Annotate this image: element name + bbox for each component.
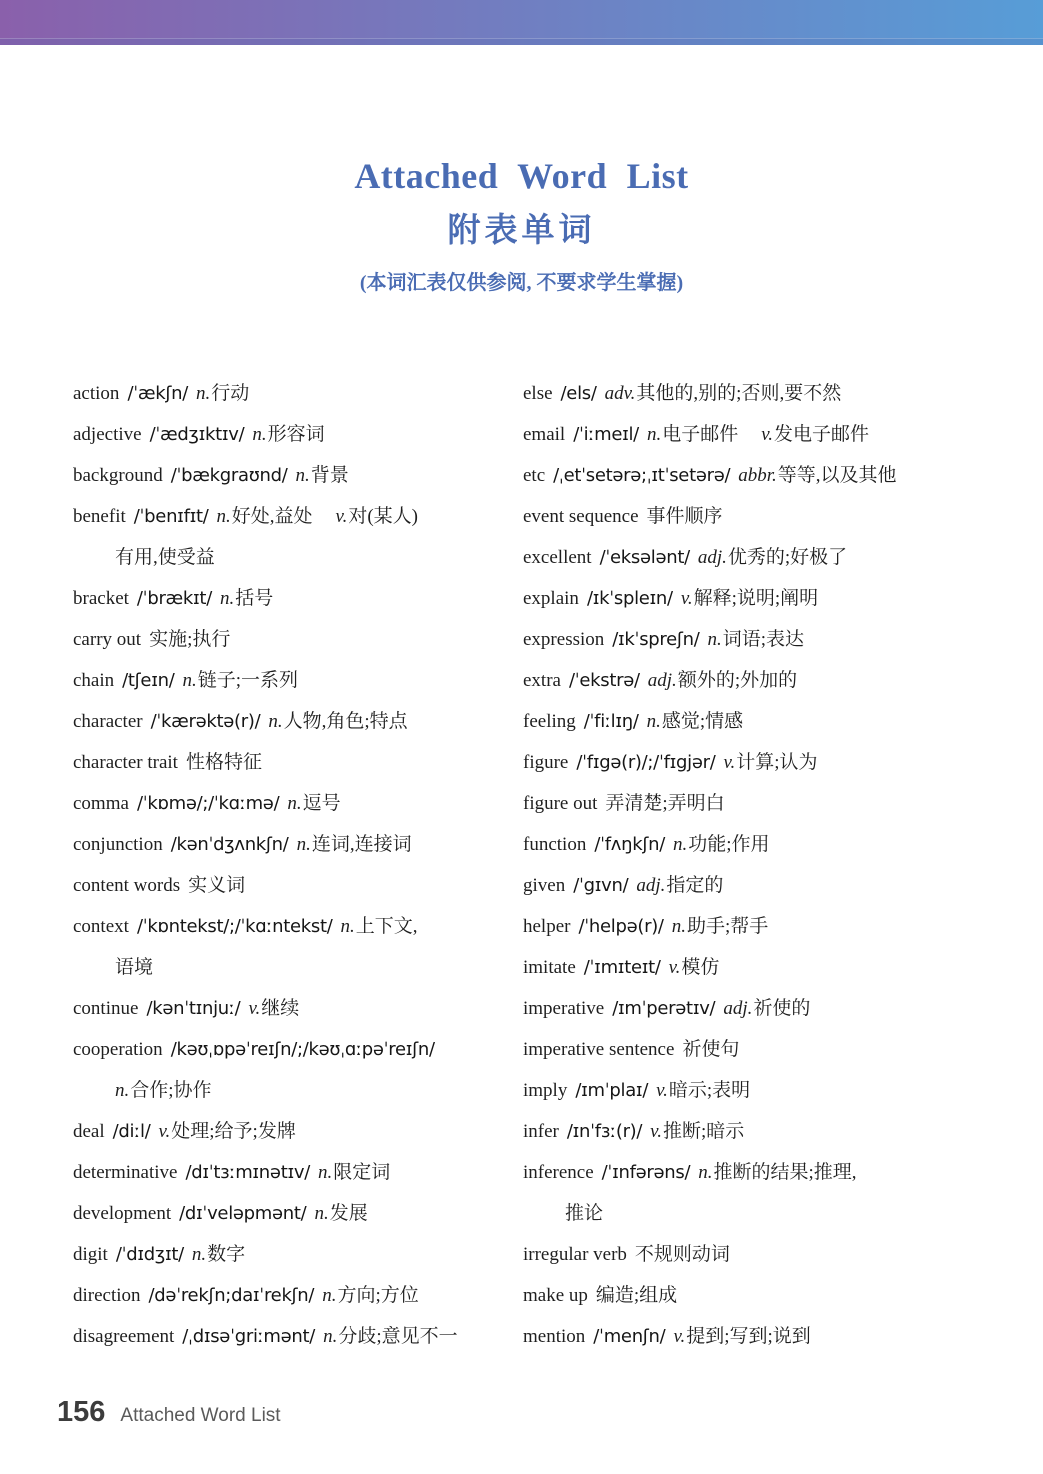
entry-line <box>523 1152 993 1193</box>
entry-word: disagreement <box>73 1325 175 1347</box>
entry-meaning: 行动 <box>211 382 250 404</box>
entry-meaning: 模仿 <box>681 956 720 978</box>
word-entry <box>523 865 993 906</box>
entry-meaning: 功能;作用 <box>688 833 770 855</box>
word-entry <box>523 988 993 1029</box>
entry-meaning: 编造;组成 <box>595 1284 678 1306</box>
word-entry <box>523 537 993 578</box>
entry-line <box>73 1193 523 1234</box>
entry-phonetic: /ˌetˈsetərə;ˌɪtˈsetərə/ <box>553 464 731 486</box>
word-entry <box>73 824 523 865</box>
entry-pos: v. <box>656 1079 668 1101</box>
word-entry <box>73 1152 523 1193</box>
entry-word: development <box>73 1202 172 1224</box>
entry-line <box>73 783 523 824</box>
word-entry <box>73 906 523 988</box>
entry-pos: n. <box>671 915 686 937</box>
entry-pos: n. <box>323 1325 338 1347</box>
entry-phonetic: /diːl/ <box>112 1120 151 1142</box>
word-entry <box>523 1111 993 1152</box>
word-list-column-right <box>523 373 993 1357</box>
word-entry <box>73 865 523 906</box>
entry-phonetic: /dɪˈtɜːmɪnətɪv/ <box>185 1161 310 1183</box>
entry-meaning: 解释;说明;阐明 <box>693 587 819 609</box>
entry-word: imperative <box>523 997 605 1019</box>
entry-line <box>73 906 523 947</box>
entry-meaning: 词语;表达 <box>722 628 805 650</box>
entry-word: continue <box>73 997 139 1019</box>
entry-phonetic: /ˈkærəktə(r)/ <box>150 710 261 732</box>
word-entry <box>73 619 523 660</box>
entry-phonetic: /ˈhelpə(r)/ <box>578 915 664 937</box>
entry-meaning: 指定的 <box>666 874 724 896</box>
word-entry <box>73 1234 523 1275</box>
word-entry <box>523 578 993 619</box>
entry-continuation-line <box>73 537 523 578</box>
entry-pos: n. <box>698 1161 713 1183</box>
entry-pos: v. <box>761 423 773 445</box>
page-footer <box>57 1396 281 1429</box>
entry-phonetic: /ˈfɪgə(r)/;/ˈfɪgjər/ <box>576 751 716 773</box>
entry-word: inference <box>523 1161 594 1183</box>
entry-line <box>73 455 523 496</box>
entry-phonetic: /ˈmenʃn/ <box>593 1325 666 1347</box>
word-entry <box>73 988 523 1029</box>
entry-meaning: 合作;协作 <box>130 1079 212 1101</box>
entry-line <box>73 988 523 1029</box>
entry-line <box>73 1316 523 1357</box>
entry-pos: n. <box>646 423 662 445</box>
entry-meaning: 括号 <box>235 587 274 609</box>
entry-word: mention <box>523 1325 586 1347</box>
entry-pos: v. <box>680 587 693 609</box>
entry-meaning: 助手;帮手 <box>686 915 769 937</box>
entry-phonetic: /ɪnˈfɜː(r)/ <box>566 1120 643 1142</box>
word-entry <box>73 455 523 496</box>
entry-line <box>73 496 523 537</box>
entry-line <box>523 701 993 742</box>
entry-pos: n. <box>296 833 311 855</box>
entry-word: make up <box>523 1284 588 1306</box>
entry-meaning: 方向;方位 <box>337 1284 419 1306</box>
entry-phonetic: /ˈfʌŋkʃn/ <box>594 833 665 855</box>
word-entry <box>73 578 523 619</box>
word-entry <box>523 373 993 414</box>
entry-pos: adj. <box>697 546 727 568</box>
entry-meaning: 人物,角色;特点 <box>283 710 408 732</box>
entry-pos: n. <box>268 710 283 732</box>
word-entry <box>523 1234 993 1275</box>
entry-pos: n. <box>295 464 310 486</box>
entry-phonetic: /ˈekstrə/ <box>568 669 640 691</box>
word-list <box>0 373 1043 1357</box>
entry-line <box>73 1275 523 1316</box>
entry-pos: n. <box>219 587 235 609</box>
entry-pos: n. <box>216 505 231 527</box>
entry-word: irregular verb <box>523 1243 627 1265</box>
entry-line <box>523 1275 993 1316</box>
entry-word: deal <box>73 1120 105 1142</box>
entry-continuation-line <box>73 947 523 988</box>
entry-phonetic: /ˌdɪsəˈgriːmənt/ <box>182 1325 316 1347</box>
word-entry <box>523 619 993 660</box>
entry-meaning: 推论 <box>565 1202 604 1224</box>
word-entry <box>73 1111 523 1152</box>
word-entry <box>523 824 993 865</box>
entry-phonetic: /ˈkɒmə/;/ˈkɑːmə/ <box>136 792 280 814</box>
word-entry <box>523 742 993 783</box>
entry-meaning: 链子;一系列 <box>197 669 298 691</box>
entry-pos: v. <box>668 956 681 978</box>
entry-phonetic: /kənˈtɪnjuː/ <box>146 997 241 1019</box>
entry-meaning: 实施;执行 <box>149 628 231 650</box>
entry-meaning: 暗示;表明 <box>668 1079 751 1101</box>
entry-word: given <box>523 874 566 896</box>
entry-phonetic: /ˈeksələnt/ <box>599 546 690 568</box>
word-entry <box>73 414 523 455</box>
entry-meaning: 发展 <box>329 1202 368 1224</box>
entry-phonetic: /ˈækʃn/ <box>127 382 188 404</box>
entry-line <box>523 660 993 701</box>
entry-meaning: 事件顺序 <box>646 505 723 527</box>
entry-phonetic: /ˈiːmeɪl/ <box>573 423 639 445</box>
entry-line <box>73 1029 523 1070</box>
entry-pos: adv. <box>604 382 636 404</box>
word-entry <box>523 455 993 496</box>
entry-meaning: 额外的;外加的 <box>677 669 798 691</box>
entry-pos: v. <box>158 1120 171 1142</box>
entry-continuation-line <box>73 1070 523 1111</box>
entry-word: chain <box>73 669 115 691</box>
entry-phonetic: /ˈbækgraʊnd/ <box>170 464 288 486</box>
entry-pos: n. <box>646 710 661 732</box>
entry-meaning: 限定词 <box>333 1161 391 1183</box>
word-entry <box>73 701 523 742</box>
entry-meaning: 好处,益处 <box>231 505 313 527</box>
entry-pos: adj. <box>647 669 677 691</box>
entry-phonetic: /dɪˈveləpmənt/ <box>179 1202 307 1224</box>
entry-word: benefit <box>73 505 126 527</box>
entry-meaning: 发电子邮件 <box>774 423 870 445</box>
entry-pos: n. <box>340 915 355 937</box>
word-entry <box>73 1316 523 1357</box>
entry-phonetic: /ɪmˈperətɪv/ <box>612 997 716 1019</box>
entry-phonetic: /ˈgɪvn/ <box>573 874 629 896</box>
word-entry <box>523 1316 993 1357</box>
entry-meaning: 祈使句 <box>682 1038 740 1060</box>
entry-word: email <box>523 423 566 445</box>
entry-meaning: 数字 <box>207 1243 246 1265</box>
word-entry <box>73 1029 523 1111</box>
entry-word: background <box>73 464 163 486</box>
word-entry <box>523 414 993 455</box>
entry-pos: v. <box>248 997 261 1019</box>
entry-word: helper <box>523 915 571 937</box>
entry-pos: n. <box>182 669 197 691</box>
entry-phonetic: /ɪkˈspreʃn/ <box>612 628 700 650</box>
footer-label: Attached Word List <box>120 1405 281 1426</box>
entry-meaning: 不规则动词 <box>634 1243 730 1265</box>
entry-word: cooperation <box>73 1038 163 1060</box>
entry-word: action <box>73 382 120 404</box>
entry-meaning: 形容词 <box>267 423 325 445</box>
entry-meaning: 语境 <box>115 956 154 978</box>
entry-word: infer <box>523 1120 559 1142</box>
word-entry <box>73 373 523 414</box>
entry-line <box>523 865 993 906</box>
entry-word: comma <box>73 792 129 814</box>
entry-meaning: 推断;暗示 <box>662 1120 745 1142</box>
word-entry <box>523 1029 993 1070</box>
entry-meaning: 推断的结果;推理, <box>713 1161 857 1183</box>
entry-phonetic: /ˈdɪdʒɪt/ <box>115 1243 184 1265</box>
entry-phonetic: /dəˈrekʃn;daɪˈrekʃn/ <box>148 1284 315 1306</box>
entry-line <box>523 742 993 783</box>
entry-meaning: 上下文, <box>355 915 418 937</box>
entry-pos: n. <box>287 792 302 814</box>
entry-line <box>523 1029 993 1070</box>
entry-pos: n. <box>317 1161 333 1183</box>
entry-word: adjective <box>73 423 142 445</box>
word-list-column-left <box>73 373 523 1357</box>
word-entry <box>523 660 993 701</box>
entry-meaning: 电子邮件 <box>662 423 739 445</box>
entry-word: extra <box>523 669 561 691</box>
word-entry <box>73 1275 523 1316</box>
entry-line <box>523 906 993 947</box>
entry-word: function <box>523 833 587 855</box>
entry-phonetic: /ˈɪmɪteɪt/ <box>583 956 661 978</box>
entry-meaning: 继续 <box>261 997 300 1019</box>
entry-pos: v. <box>335 505 348 527</box>
entry-word: explain <box>523 587 579 609</box>
entry-word: imperative sentence <box>523 1038 675 1060</box>
entry-meaning: 弄清楚;弄明白 <box>605 792 725 814</box>
entry-word: figure out <box>523 792 598 814</box>
entry-phonetic: /tʃeɪn/ <box>122 669 175 691</box>
entry-phonetic: /ɪkˈspleɪn/ <box>586 587 673 609</box>
entry-word: excellent <box>523 546 592 568</box>
entry-word: figure <box>523 751 569 773</box>
entry-line <box>523 947 993 988</box>
entry-pos: n. <box>115 1079 130 1101</box>
entry-word: context <box>73 915 129 937</box>
word-entry <box>73 660 523 701</box>
entry-pos: adj. <box>636 874 666 896</box>
entry-word: digit <box>73 1243 108 1265</box>
entry-meaning: 计算;认为 <box>736 751 818 773</box>
entry-word: conjunction <box>73 833 163 855</box>
entry-phonetic: /ˈkɒntekst/;/ˈkɑːntekst/ <box>136 915 333 937</box>
page-title-chinese: 附表单词 <box>447 212 596 249</box>
entry-line <box>523 988 993 1029</box>
entry-pos: n. <box>322 1284 337 1306</box>
entry-meaning: 连词,连接词 <box>311 833 412 855</box>
entry-phonetic: /kənˈdʒʌnkʃn/ <box>170 833 289 855</box>
entry-continuation-line <box>523 1193 993 1234</box>
entry-pos: n. <box>252 423 267 445</box>
word-entry <box>73 496 523 578</box>
word-entry <box>523 1070 993 1111</box>
entry-phonetic: /kəʊˌɒpəˈreɪʃn/;/kəʊˌɑːpəˈreɪʃn/ <box>170 1038 435 1060</box>
word-entry <box>523 1152 993 1234</box>
entry-pos: abbr. <box>738 464 777 486</box>
word-entry <box>523 947 993 988</box>
entry-word: direction <box>73 1284 141 1306</box>
word-entry <box>523 1275 993 1316</box>
word-entry <box>523 906 993 947</box>
entry-line <box>73 373 523 414</box>
entry-meaning: 分歧;意见不一 <box>338 1325 458 1347</box>
entry-line <box>523 455 993 496</box>
page-header <box>0 157 1043 297</box>
word-entry <box>73 783 523 824</box>
entry-word: expression <box>523 628 605 650</box>
entry-phonetic: /ˈbrækɪt/ <box>136 587 212 609</box>
entry-meaning: 感觉;情感 <box>661 710 744 732</box>
entry-word: bracket <box>73 587 129 609</box>
entry-word: etc <box>523 464 546 486</box>
word-entry <box>523 783 993 824</box>
header-note: (本词汇表仅供参阅, 不要求学生掌握) <box>359 271 684 294</box>
entry-pos: n. <box>707 628 722 650</box>
page-title: Attached Word List <box>354 156 689 196</box>
entry-pos: n. <box>195 382 211 404</box>
entry-pos: v. <box>650 1120 662 1142</box>
entry-word: carry out <box>73 628 142 650</box>
entry-meaning: 等等,以及其他 <box>777 464 897 486</box>
entry-meaning: 祈使的 <box>753 997 811 1019</box>
entry-word: imply <box>523 1079 568 1101</box>
entry-meaning: 实义词 <box>188 874 246 896</box>
entry-line <box>523 578 993 619</box>
entry-word: content words <box>73 874 181 896</box>
entry-word: character trait <box>73 751 178 773</box>
entry-line <box>73 578 523 619</box>
entry-line <box>73 619 523 660</box>
entry-word: character <box>73 710 143 732</box>
entry-pos: n. <box>191 1243 207 1265</box>
entry-line <box>523 1070 993 1111</box>
entry-line <box>523 619 993 660</box>
entry-line <box>523 373 993 414</box>
entry-word: determinative <box>73 1161 178 1183</box>
entry-meaning: 逗号 <box>302 792 341 814</box>
entry-pos: v. <box>673 1325 686 1347</box>
word-entry <box>73 742 523 783</box>
entry-phonetic: /ˈædʒɪktɪv/ <box>149 423 245 445</box>
entry-phonetic: /ˈfiːlɪŋ/ <box>583 710 639 732</box>
entry-meaning: 处理;给予;发牌 <box>171 1120 296 1142</box>
entry-line <box>73 1234 523 1275</box>
entry-line <box>523 783 993 824</box>
entry-phonetic: /ɪmˈplaɪ/ <box>575 1079 649 1101</box>
entry-line <box>523 1316 993 1357</box>
entry-line <box>73 1111 523 1152</box>
entry-meaning: 其他的,别的;否则,要不然 <box>636 382 842 404</box>
entry-meaning: 优秀的;好极了 <box>727 546 848 568</box>
entry-pos: adj. <box>723 997 753 1019</box>
entry-word: event sequence <box>523 505 639 527</box>
entry-line <box>73 1152 523 1193</box>
entry-line <box>523 414 993 455</box>
entry-phonetic: /ˈɪnfərəns/ <box>601 1161 691 1183</box>
entry-phonetic: /els/ <box>560 382 597 404</box>
entry-line <box>73 865 523 906</box>
header-gradient-bar <box>0 0 1043 45</box>
entry-pos: n. <box>672 833 688 855</box>
word-entry <box>523 496 993 537</box>
entry-line <box>73 742 523 783</box>
entry-pos: v. <box>723 751 736 773</box>
entry-line <box>523 496 993 537</box>
entry-meaning: 有用,使受益 <box>115 546 215 568</box>
word-entry <box>523 701 993 742</box>
entry-word: feeling <box>523 710 576 732</box>
word-entry <box>73 1193 523 1234</box>
entry-line <box>73 414 523 455</box>
entry-phonetic: /ˈbenɪfɪt/ <box>133 505 209 527</box>
entry-meaning: 背景 <box>310 464 349 486</box>
entry-meaning: 性格特征 <box>185 751 262 773</box>
entry-line <box>523 824 993 865</box>
entry-line <box>523 537 993 578</box>
entry-meaning: 提到;写到;说到 <box>686 1325 811 1347</box>
entry-line <box>73 824 523 865</box>
entry-line <box>523 1234 993 1275</box>
entry-word: imitate <box>523 956 576 978</box>
entry-pos: n. <box>314 1202 329 1224</box>
entry-meaning: 对(某人) <box>348 505 418 527</box>
entry-line <box>73 660 523 701</box>
entry-line <box>73 701 523 742</box>
entry-word: else <box>523 382 553 404</box>
page-number: 156 <box>57 1396 106 1428</box>
entry-line <box>523 1111 993 1152</box>
